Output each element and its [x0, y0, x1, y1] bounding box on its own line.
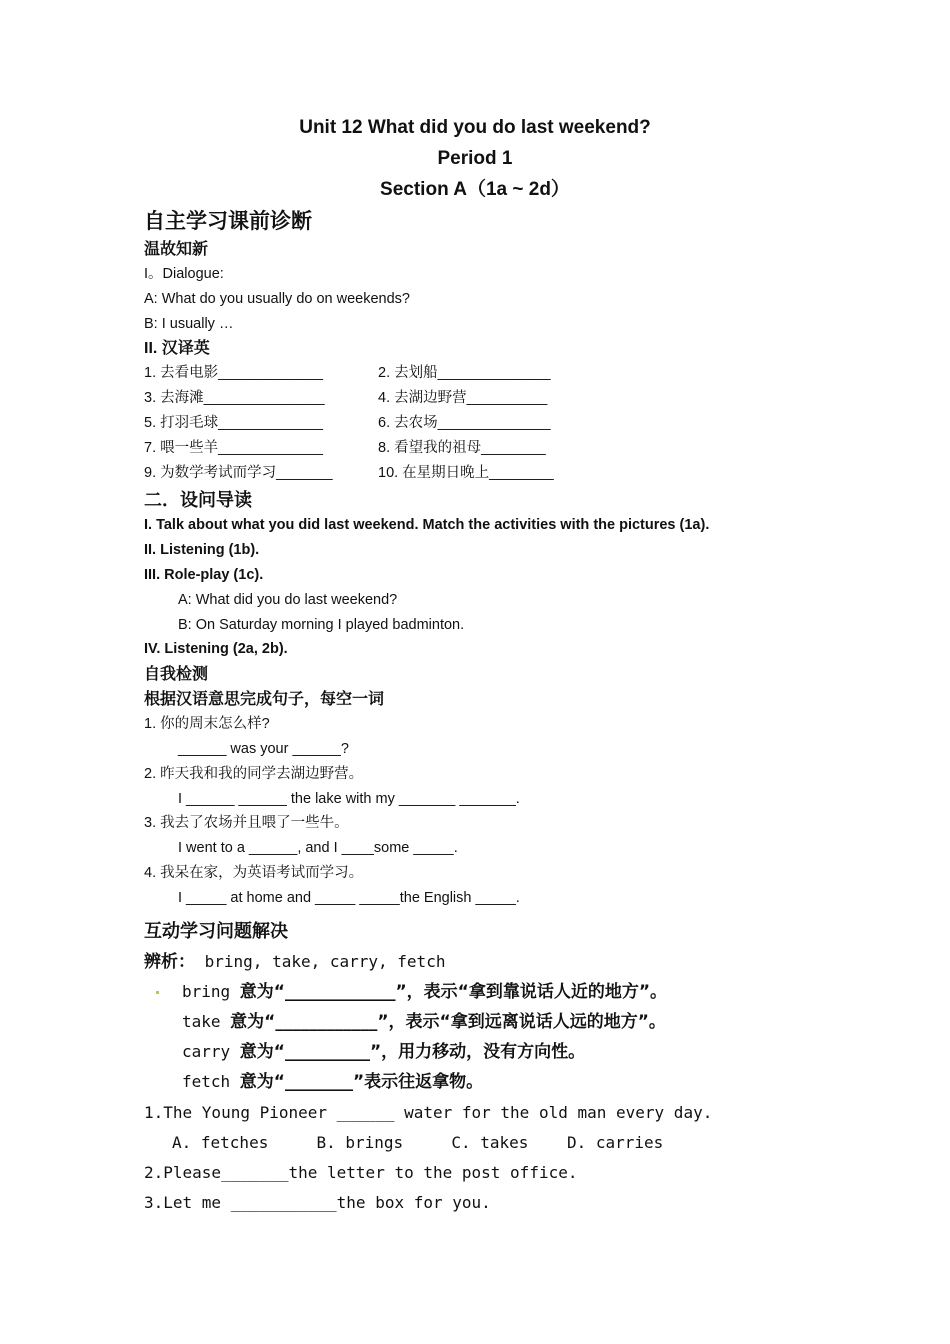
dialogue-line-a: A: What do you usually do on weekends?	[144, 290, 410, 307]
translate-item: 2. 去划船______________	[378, 365, 551, 382]
guided-reading-heading: 二．设问导读	[144, 490, 252, 511]
exercise-3: 3.Let me ___________the box for you.	[144, 1193, 491, 1213]
analysis-line	[144, 947, 864, 977]
bring-word: bring	[182, 981, 240, 1001]
fetch-line	[144, 1067, 864, 1097]
bring-line	[144, 977, 864, 1007]
self-study-heading: 自主学习课前诊断	[144, 210, 312, 233]
question-4-en: I _____ at home and _____ _____the English _____.	[178, 889, 520, 906]
unit-title: Unit 12 What did you do last weekend?	[299, 117, 651, 138]
carry-line	[144, 1037, 864, 1067]
bring-meaning: 意为“_____________”，表示“拿到靠说话人近的地方”。	[239, 981, 667, 1002]
carry-word: carry	[182, 1042, 240, 1062]
carry-meaning: 意为“__________”，用力移动，没有方向性。	[239, 1042, 586, 1063]
question-2-cn: 2. 昨天我和我的同学去湖边野营。	[144, 765, 364, 782]
exercise-1: 1.The Young Pioneer ______ water for the old man every day.	[144, 1102, 713, 1122]
translate-item: 3. 去海滩_______________	[144, 390, 325, 407]
roleplay-line-b: B: On Saturday morning I played badminton.	[178, 616, 465, 633]
take-meaning: 意为“____________”，表示“拿到远离说话人远的地方”。	[230, 1011, 666, 1032]
translate-item: 8. 看望我的祖母________	[378, 439, 546, 456]
review-heading: 温故知新	[144, 241, 209, 258]
period-title: Period 1	[437, 148, 513, 169]
translate-item: 1. 去看电影_____________	[144, 365, 323, 382]
analysis-label: 辨析：	[144, 951, 195, 972]
self-check-heading: 自我检测	[144, 666, 209, 684]
translate-item: 9. 为数学考试而学习_______	[144, 464, 333, 481]
translate-item: 6. 去农场______________	[378, 414, 551, 431]
exercise-1-options: A. fetches B. brings C. takes D. carries	[172, 1132, 664, 1152]
decorative-dot	[156, 991, 159, 994]
translate-item: 4. 去湖边野营__________	[378, 390, 548, 407]
analysis-words: bring, take, carry, fetch	[195, 951, 446, 971]
interactive-heading: 互动学习问题解决	[144, 920, 288, 941]
fetch-meaning: 意为“________”表示往返拿物。	[239, 1072, 484, 1093]
question-1-en: ______ was your ______?	[178, 740, 349, 757]
take-line	[144, 1007, 864, 1037]
dialogue-label: I。Dialogue:	[144, 266, 224, 282]
section-title: Section A（1a ~ 2d）	[380, 179, 570, 200]
dialogue-line-b: B: I usually …	[144, 315, 234, 332]
question-2-en: I ______ ______ the lake with my _______ _______.	[178, 790, 520, 807]
task-2: II. Listening (1b).	[144, 542, 260, 559]
translate-list	[144, 361, 864, 485]
task-4: IV. Listening (2a, 2b).	[144, 641, 288, 658]
question-3-cn: 3. 我去了农场并且喂了一些牛。	[144, 815, 349, 832]
fetch-word: fetch	[182, 1072, 240, 1092]
question-4-cn: 4. 我呆在家，为英语考试而学习。	[144, 864, 364, 881]
question-1-cn: 1. 你的周末怎么样?	[144, 716, 270, 733]
worksheet-page	[144, 112, 864, 1218]
task-1: I. Talk about what you did last weekend. Match the activities with the pictures (1a).	[144, 517, 710, 534]
translate-heading: II. 汉译英	[144, 340, 210, 358]
roleplay-line-a: A: What did you do last weekend?	[178, 591, 398, 608]
translate-item: 10. 在星期日晚上________	[378, 464, 554, 481]
exercise-2: 2.Please_______the letter to the post office.	[144, 1162, 578, 1182]
translate-item: 7. 喂一些羊_____________	[144, 439, 323, 456]
self-check-instruction: 根据汉语意思完成句子，每空一词	[144, 691, 385, 709]
take-word: take	[182, 1011, 231, 1031]
question-3-en: I went to a ______, and I ____some _____.	[178, 840, 458, 857]
translate-item: 5. 打羽毛球_____________	[144, 414, 323, 431]
task-3: III. Role-play (1c).	[144, 566, 264, 583]
